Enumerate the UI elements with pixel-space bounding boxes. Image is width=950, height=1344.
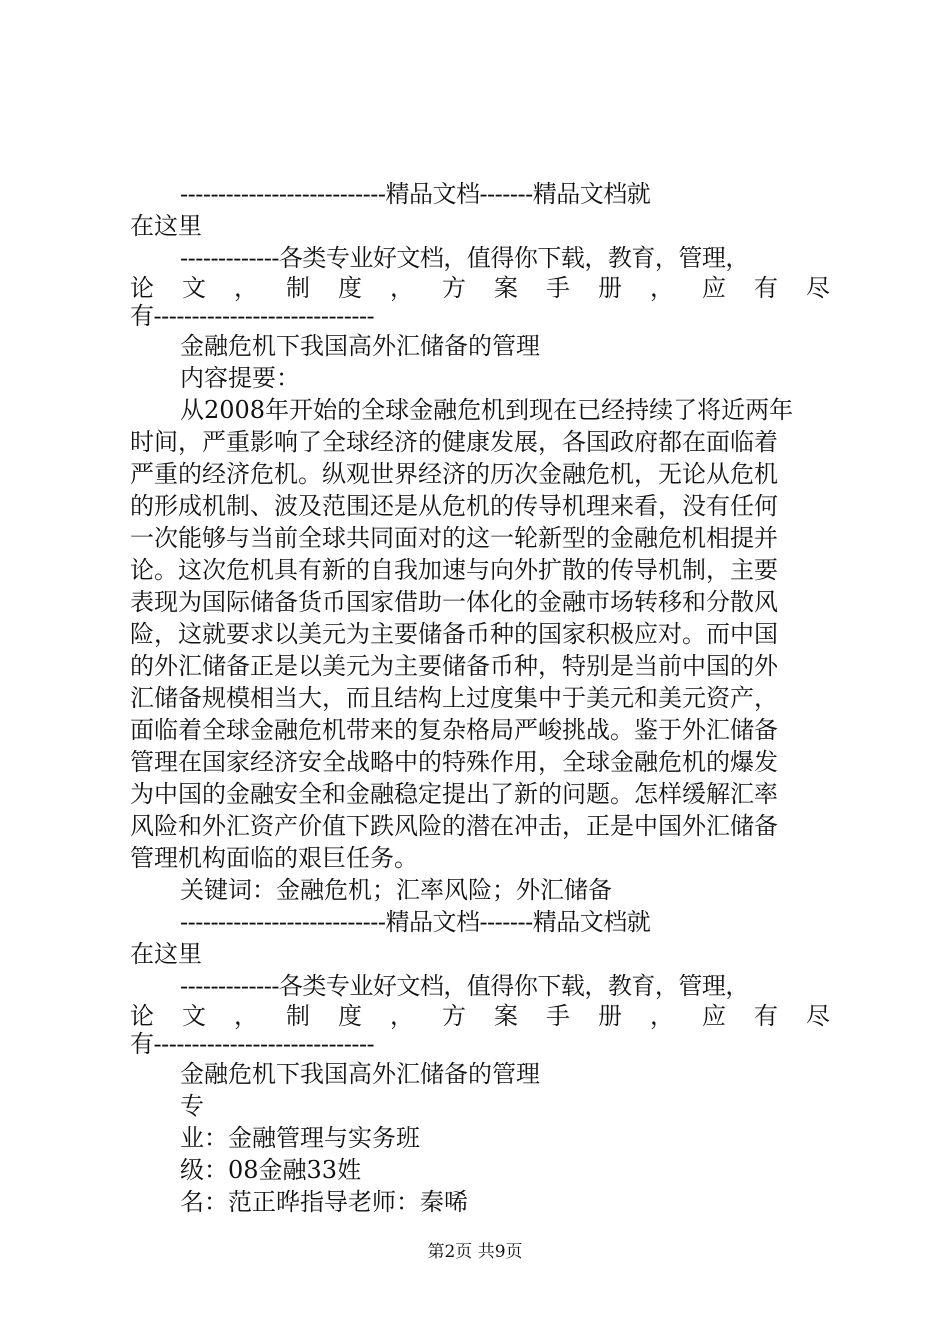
abstract-line: 风险和外汇资产价值下跌风险的潜在冲击，正是中国外汇储备 [130, 812, 778, 840]
abstract-line: 一次能够与当前全球共同面对的这一轮新型的金融危机相提并 [130, 524, 778, 552]
abstract-line: 表现为国际储备货币国家借助一体化的金融市场转移和分散风 [130, 588, 778, 616]
abstract-line: 为中国的金融安全和金融稳定提出了新的问题。怎样缓解汇率 [130, 780, 778, 808]
header-text-line: 在这里 [130, 212, 202, 240]
spread-char: ， [390, 1002, 414, 1030]
abstract-line: 的外汇储备正是以美元为主要储备币种，特别是当前中国的外 [130, 652, 778, 680]
document-title: 金融危机下我国高外汇储备的管理 [180, 1060, 540, 1088]
spread-char: 尽 [806, 274, 830, 302]
spread-char: 册 [598, 274, 622, 302]
header-dash-line: -------------各类专业好文档，值得你下载，教育，管理， [180, 972, 749, 1000]
keywords: 关键词：金融危机；汇率风险；外汇储备 [180, 876, 612, 904]
abstract-line: 严重的经济危机。纵观世界经济的历次金融危机，无论从危机 [130, 460, 778, 488]
abstract-line: 险，这就要求以美元为主要储备币种的国家积极应对。而中国 [130, 620, 778, 648]
abstract-line: 面临着全球金融危机带来的复杂格局严峻挑战。鉴于外汇储备 [130, 716, 778, 744]
header-dash-line: 有----------------------------- [130, 1030, 375, 1058]
spread-char: 度 [338, 274, 362, 302]
spread-char: 尽 [806, 1002, 830, 1030]
spread-char: 应 [702, 1002, 726, 1030]
spread-char: 方 [442, 274, 466, 302]
spread-char: ， [234, 274, 258, 302]
spread-char: 手 [546, 274, 570, 302]
spread-char: 论 [130, 274, 154, 302]
abstract-line: 从2008年开始的全球金融危机到现在已经持续了将近两年 [180, 396, 794, 424]
abstract-line: 汇储备规模相当大，而且结构上过度集中于美元和美元资产， [130, 684, 778, 712]
spread-char: 案 [494, 274, 518, 302]
abstract-line: 的形成机制、波及范围还是从危机的传导机理来看，没有任何 [130, 492, 778, 520]
spread-char: ， [650, 274, 674, 302]
abstract-label: 内容提要： [180, 364, 300, 392]
spread-char: 案 [494, 1002, 518, 1030]
spread-char: ， [650, 1002, 674, 1030]
spread-char: 制 [286, 1002, 310, 1030]
info-line: 专 [180, 1092, 204, 1120]
spread-char: 有 [754, 274, 778, 302]
spread-char: 度 [338, 1002, 362, 1030]
header-dash-line: ---------------------------精品文档-------精品文档就 [180, 180, 651, 208]
spread-char: ， [390, 274, 414, 302]
spread-char: 应 [702, 274, 726, 302]
spread-char: 手 [546, 1002, 570, 1030]
info-line: 级：08金融33姓 [180, 1156, 362, 1184]
spread-char: 方 [442, 1002, 466, 1030]
header-dash-line: 有----------------------------- [130, 302, 375, 330]
header-dash-line: ---------------------------精品文档-------精品文档就 [180, 908, 651, 936]
spread-char: 文 [182, 274, 206, 302]
info-line: 业：金融管理与实务班 [180, 1124, 420, 1152]
spread-char: 论 [130, 1002, 154, 1030]
abstract-line: 管理在国家经济安全战略中的特殊作用，全球金融危机的爆发 [130, 748, 778, 776]
header-dash-line: -------------各类专业好文档，值得你下载，教育，管理， [180, 244, 749, 272]
document-title: 金融危机下我国高外汇储备的管理 [180, 332, 540, 360]
abstract-line: 管理机构面临的艰巨任务。 [130, 844, 418, 872]
abstract-line: 论。这次危机具有新的自我加速与向外扩散的传导机制，主要 [130, 556, 778, 584]
info-line: 名：范正晔指导老师：秦唏 [180, 1188, 468, 1216]
abstract-line: 时间，严重影响了全球经济的健康发展，各国政府都在面临着 [130, 428, 778, 456]
spread-char: ， [234, 1002, 258, 1030]
spread-char: 册 [598, 1002, 622, 1030]
page-footer: 第2页 共9页 [427, 1242, 523, 1262]
header-text-line: 在这里 [130, 940, 202, 968]
spread-char: 有 [754, 1002, 778, 1030]
spread-char: 文 [182, 1002, 206, 1030]
spread-char: 制 [286, 274, 310, 302]
